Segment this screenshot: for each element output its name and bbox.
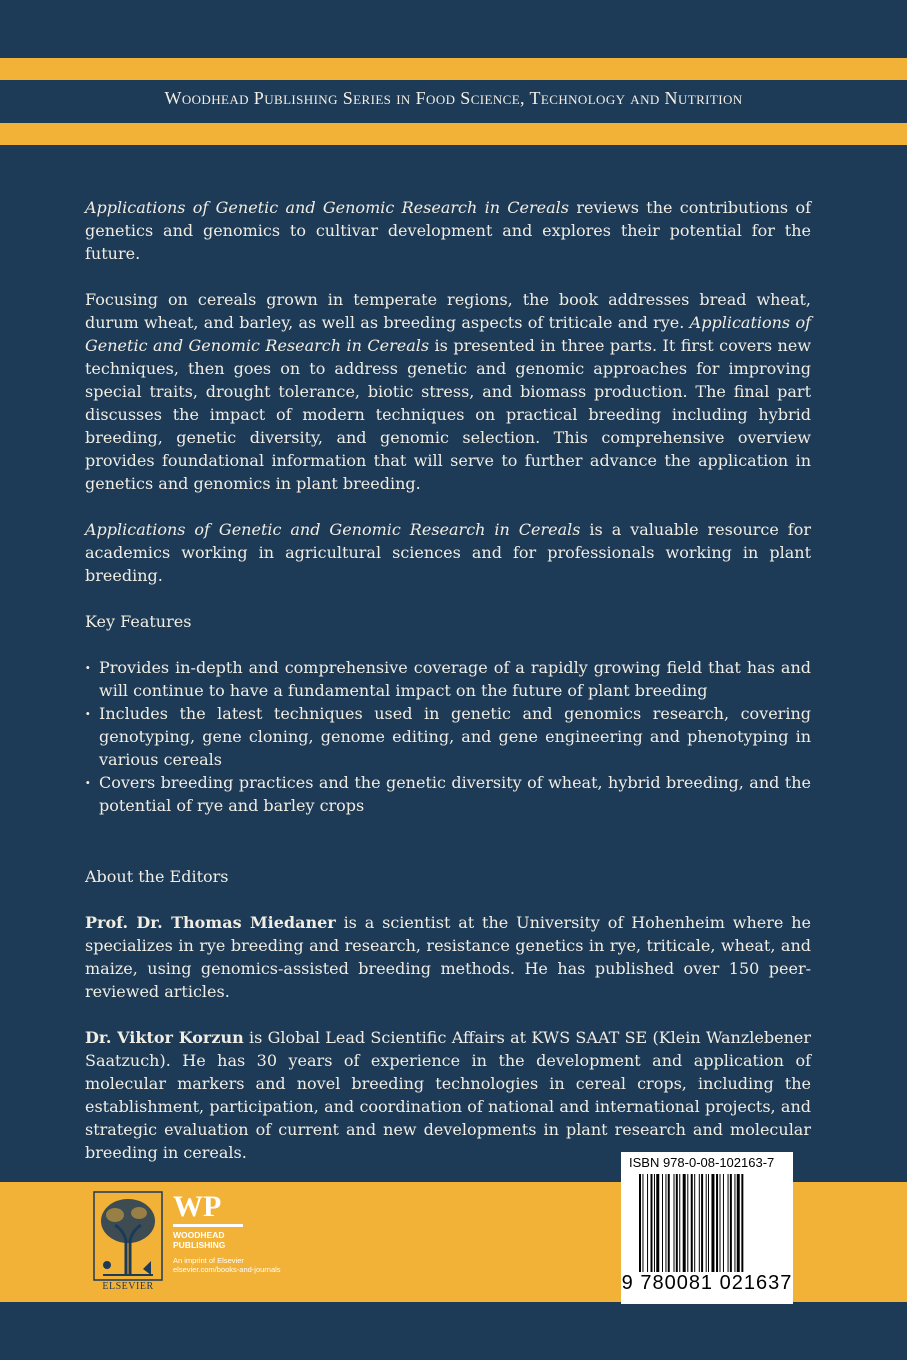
feature-item: · Provides in-depth and comprehensive coverage of a rapidly growing field that has and will continue to have a fundamental impact on the future of plant breeding (85, 656, 811, 702)
elsevier-wordmark: ELSEVIER (102, 1281, 154, 1292)
barcode-bar (730, 1174, 732, 1272)
about-editors-heading: About the Editors (85, 867, 229, 886)
barcode-bar (711, 1174, 714, 1272)
woodhead-publishing-logo: WP WOODHEAD PUBLISHING An imprint of Elsevier elsevier.com/books-and-journals (173, 1190, 281, 1274)
barcode-bar (679, 1174, 680, 1272)
barcode-bar (651, 1174, 653, 1272)
barcode-bar (639, 1174, 641, 1272)
barcode-bar (647, 1174, 648, 1272)
back-cover-text (85, 196, 811, 1187)
description-paragraph-3: Applications of Genetic and Genomic Research in Cereals is a valuable resource for academics working in agricultural sciences and for professionals working in plant breeding. (85, 520, 811, 585)
barcode-bar (737, 1174, 740, 1272)
barcode-bar (716, 1174, 718, 1272)
barcode-bar (720, 1174, 721, 1272)
wp-mark: WP (173, 1190, 222, 1223)
top-accent-band (0, 58, 907, 80)
barcode-bar (691, 1174, 693, 1272)
series-title: Woodhead Publishing Series in Food Science, Technology and Nutrition (164, 88, 743, 108)
barcode-bar (701, 1174, 703, 1272)
series-accent-band (0, 123, 907, 145)
editor-name: Dr. Viktor Korzun (85, 1028, 244, 1047)
description-paragraph-2: Focusing on cereals grown in temperate regions, the book addresses bread wheat, durum wheat, and barley, as well as breeding aspects of triticale and rye. Applications of Genetic and Genomic Research in Cereals is presented in three parts. It first covers new techniques, then goes on to address genetic and genomic approaches for improving special traits, drought tolerance, biotic stress, and biomass production. The final part discusses the impact of modern techniques on practical breeding including hybrid breeding, genetic diversity, and genomic selection. This comprehensive overview provides foundational information that will serve to further advance the application in genetics and genomics in plant breeding. (85, 290, 812, 493)
book-title: Applications of Genetic and Genomic Research in Cereals (85, 313, 811, 355)
barcode-bar (642, 1174, 643, 1272)
isbn-label: ISBN 978-0-08-102163-7 (629, 1155, 775, 1170)
barcode-bar (668, 1174, 670, 1272)
barcode-bar (699, 1174, 700, 1272)
barcode-bar (665, 1174, 666, 1272)
barcode-bars-icon (639, 1174, 779, 1276)
barcode-bar (706, 1174, 707, 1272)
feature-item: · Includes the latest techniques used in genetic and genomics research, covering genotyping, gene cloning, genome editing, and gene engineering and phenotyping in various cereals (85, 702, 811, 771)
barcode-bar (662, 1174, 663, 1272)
barcode-bar (734, 1174, 735, 1272)
barcode-bar (674, 1174, 675, 1272)
feature-item: · Covers breeding practices and the genetic diversity of wheat, hybrid breeding, and the potential of rye and barley crops (85, 771, 811, 817)
editor-bio-2: Dr. Viktor Korzun is Global Lead Scientific Affairs at KWS SAAT SE (Klein Wanzlebener Saatzuch). He has 30 years of experience in the development and application of molecular markers and novel breeding technologies in cereal crops, including the establishment, participation, and coordination of national and international projects, and strategic evaluation of current and new developments in plant research and molecular breeding in cereals. (85, 1028, 811, 1162)
barcode-bar (723, 1174, 724, 1272)
book-title: Applications of Genetic and Genomic Research in Cereals (85, 198, 570, 217)
barcode-number: 9 780081 021637 (621, 1272, 793, 1294)
barcode-bar (708, 1174, 709, 1272)
editor-bio-1: Prof. Dr. Thomas Miedaner is a scientist at the University of Hohenheim where he specializes in rye breeding and research, resistance genetics in rye, triticale, wheat, and maize, using genomics-assisted breeding methods. He has published over 150 peer-reviewed articles. (85, 913, 811, 1001)
barcode-bar (676, 1174, 678, 1272)
description-paragraph-1: Applications of Genetic and Genomic Research in Cereals reviews the contributions of genetics and genomics to cultivar development and explores their potential for the future. (85, 198, 811, 263)
elsevier-tree-logo-icon (93, 1191, 163, 1281)
wp-divider (173, 1224, 243, 1227)
isbn-barcode (621, 1152, 793, 1304)
barcode-bar (687, 1174, 688, 1272)
barcode-bar (741, 1174, 743, 1272)
key-features-list (85, 656, 811, 817)
barcode-bar (656, 1174, 659, 1272)
editor-name: Prof. Dr. Thomas Miedaner (85, 913, 336, 932)
barcode-bar (683, 1174, 686, 1272)
barcode-bar (694, 1174, 695, 1272)
book-title: Applications of Genetic and Genomic Research in Cereals (85, 520, 581, 539)
barcode-bar (728, 1174, 729, 1272)
barcode-bar (654, 1174, 655, 1272)
key-features-heading: Key Features (85, 612, 192, 631)
